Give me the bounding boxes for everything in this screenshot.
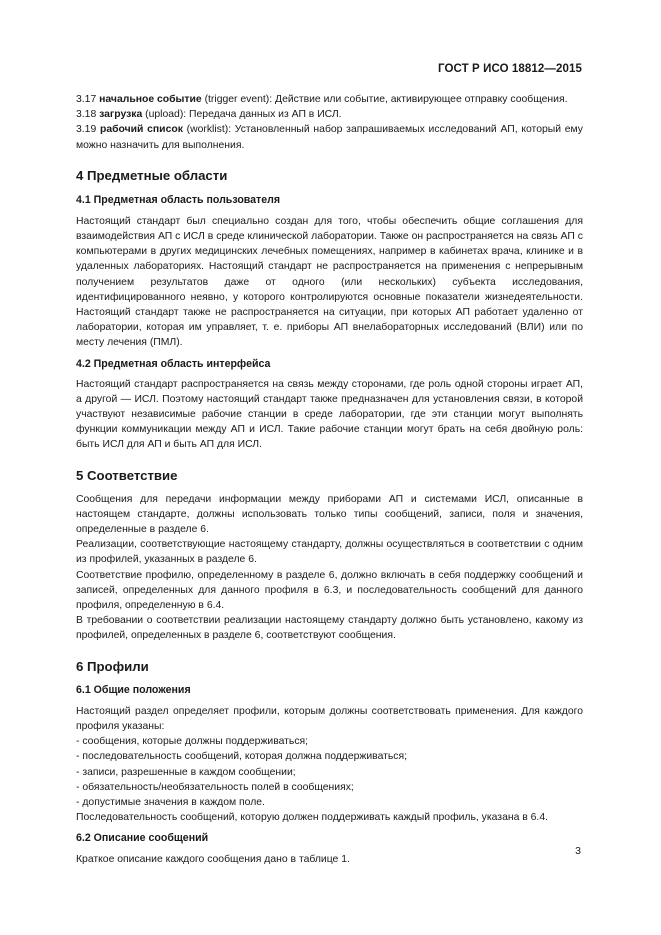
section-4-1-text: Настоящий стандарт был специально создан для того, чтобы обеспечить общие соглашения для взаимодействия АП с ИСЛ в среде клинической лаборатории. Также он распространяется на связь АП с компьютерами в других медицинских лечебных помещениях, например в кабинетах врача, клинике и в удаленных лабораториях. Настоящий стандарт не распространяется на применения с непрерывным получением результатов даже от одного (или нескольких) субъекта исследования, идентифицированного неявно, у которого контролируются основные показатели жизнедеятельности. Настоящий стандарт также не распространяется на ситуации, при которых АП работает удаленно от лаборатории, которая им управляет, т. е. приборы АП внелабораторных исследований (ВЛИ) или по месту лечения (ПМЛ). — [76, 215, 583, 349]
definition-number: 3.18 — [76, 109, 97, 121]
list-item: - записи, разрешенные в каждом сообщении; — [76, 766, 296, 778]
section-6-2-heading: 6.2 Описание сообщений — [76, 832, 209, 845]
section-4-2-heading: 4.2 Предметная область интерфейса — [76, 357, 271, 370]
definition-term: загрузка — [99, 109, 143, 121]
definition-3-17 — [76, 92, 583, 107]
definition-text: (upload): Передача данных из АП в ИСЛ. — [142, 109, 342, 121]
section-6-1-intro: Настоящий раздел определяет профили, которым должны соответствовать применения. Для каждого профиля указаны: — [76, 705, 583, 732]
section-6-1-heading: 6.1 Общие положения — [76, 683, 191, 696]
definition-term: начальное событие — [99, 94, 202, 105]
definition-3-19 — [76, 122, 583, 152]
list-item: - обязательность/необязательность полей в сообщениях; — [76, 781, 354, 793]
page-number: 3 — [575, 845, 581, 857]
definition-text: (trigger event): Действие или событие, активирующее отправку сообщения. — [201, 94, 568, 105]
section-6-2-text: Краткое описание каждого сообщения дано в таблице 1. — [76, 854, 350, 866]
section-6-1-outro: Последовательность сообщений, которую должен поддерживать каждый профиль, указана в 6.4. — [76, 812, 548, 824]
section-5-paragraph: Соответствие профилю, определенному в разделе 6, должно включать в себя поддержку сообщений и записей, определенных для данного профиля в 6.3, и последовательность сообщений для данного профиля, определенную в 6.4. — [76, 569, 583, 612]
section-5-paragraph: В требовании о соответствии реализации настоящему стандарту должно быть установлено, какому из профилей, определенных в разделе 6, соответствуют сообщения. — [76, 615, 583, 642]
page-content — [76, 92, 583, 868]
definition-number: 3.19 — [76, 124, 97, 136]
section-4-2-text: Настоящий стандарт распространяется на связь между сторонами, где роль одной стороны играет АП, а другой — ИСЛ. Поэтому настоящий стандарт также предназначен для установления связи, в которой участвуют независимые рабочие станции в среде лаборатории, где эти станции могут выполнять функции коммуникации между АП и ИСЛ. Такие рабочие станции могут брать на себя двойную роль: быть ИСЛ для АП и быть АП для ИСЛ. — [76, 378, 583, 451]
list-item: - сообщения, которые должны поддерживаться; — [76, 736, 309, 748]
section-6-heading: 6 Профили — [76, 658, 149, 674]
section-4-1-heading: 4.1 Предметная область пользователя — [76, 193, 281, 206]
section-5-heading: 5 Соответствие — [76, 467, 178, 483]
section-5-paragraph: Сообщения для передачи информации между приборами АП и системами ИСЛ, описанные в настоящем стандарте, должны использовать только типы сообщений, записи, поля и значения, определенные в разделе 6. — [76, 493, 583, 536]
list-item: - последовательность сообщений, которая должна поддерживаться; — [76, 751, 408, 763]
definition-term: рабочий список — [99, 124, 183, 136]
list-item: - допустимые значения в каждом поле. — [76, 796, 265, 808]
definition-text: (worklist): Установленный набор запрашиваемых исследований АП, который ему можно назначить для выполнения. — [76, 124, 583, 151]
section-5-paragraph: Реализации, соответствующие настоящему стандарту, должны осуществляться в соответствии с одним из профилей, указанных в разделе 6. — [76, 539, 583, 566]
section-4-heading: 4 Предметные области — [76, 167, 228, 183]
document-id: ГОСТ Р ИСО 18812—2015 — [437, 63, 582, 75]
definition-number: 3.17 — [76, 94, 97, 105]
definition-3-18 — [76, 107, 583, 122]
